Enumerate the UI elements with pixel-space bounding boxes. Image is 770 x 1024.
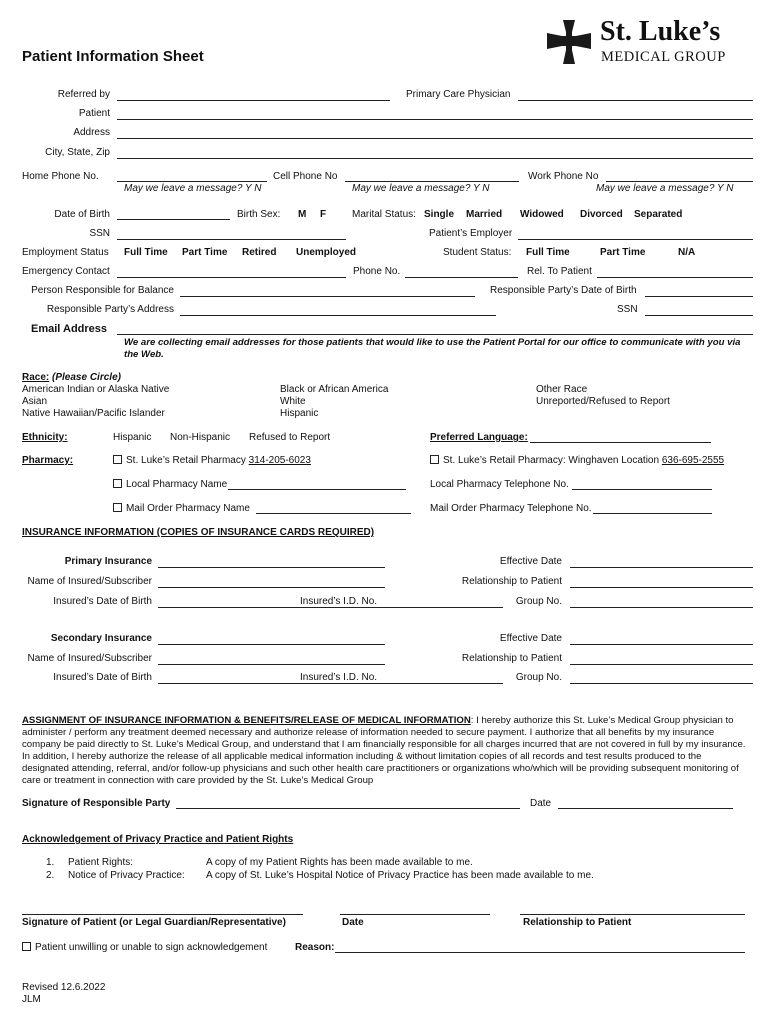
pharmacy-local-phone-label: Local Pharmacy Telephone No. xyxy=(430,479,569,490)
resp-dob-label: Responsible Party’s Date of Birth xyxy=(490,285,637,296)
preferred-language-field[interactable] xyxy=(530,442,711,443)
checkbox-icon[interactable] xyxy=(22,942,31,951)
cell-message-question: May we leave a message? Y N xyxy=(352,183,490,194)
patient-signature-field[interactable] xyxy=(22,914,303,915)
secondary-relationship-label: Relationship to Patient xyxy=(461,653,562,664)
cell-phone-field[interactable] xyxy=(345,181,519,182)
logo xyxy=(545,18,745,68)
secondary-relationship-field[interactable] xyxy=(570,664,753,665)
cell-phone-label: Cell Phone No xyxy=(273,171,338,182)
email-note: We are collecting email addresses for those patients that would like to use the Patient Portal for our office to communicate with you via the Web. xyxy=(124,337,741,360)
pharmacy-mail-field[interactable] xyxy=(256,513,411,514)
address-field[interactable] xyxy=(117,138,753,139)
primary-group-field[interactable] xyxy=(570,607,753,608)
address-label: Address xyxy=(73,127,110,138)
ethnicity-non-hispanic-option[interactable]: Non-Hispanic xyxy=(170,432,231,443)
revised-date: Revised 12.6.2022 xyxy=(22,982,106,993)
rel-to-patient-label: Rel. To Patient xyxy=(527,266,592,277)
pharmacy-retail-option[interactable] xyxy=(113,455,311,467)
patient-label: Patient xyxy=(78,108,110,119)
race-option[interactable]: White xyxy=(280,396,306,407)
birth-sex-label: Birth Sex: xyxy=(237,209,281,220)
employment-part-time-option[interactable]: Part Time xyxy=(182,247,228,258)
work-phone-label: Work Phone No xyxy=(528,171,599,182)
student-na-option[interactable]: N/A xyxy=(678,247,696,258)
employment-status-label: Employment Status xyxy=(22,247,109,258)
secondary-insurance-field[interactable] xyxy=(158,644,385,645)
secondary-insured-name-label: Name of Insured/Subscriber xyxy=(27,653,152,664)
patient-signature-label: Signature of Patient (or Legal Guardian/Representative) xyxy=(22,917,286,928)
primary-insured-dob-label: Insured’s Date of Birth xyxy=(53,596,152,607)
assignment-paragraph xyxy=(22,715,748,787)
ack-item-label: Notice of Privacy Practice: xyxy=(68,870,185,881)
ethnicity-label: Ethnicity: xyxy=(22,432,68,443)
dob-field[interactable] xyxy=(117,219,230,220)
ack-item-number: 1. xyxy=(46,857,55,868)
emergency-contact-field[interactable] xyxy=(117,277,346,278)
primary-insurance-label: Primary Insurance xyxy=(64,556,152,567)
secondary-effective-field[interactable] xyxy=(570,644,753,645)
unwilling-option[interactable] xyxy=(22,942,267,954)
email-label: Email Address xyxy=(31,323,108,335)
referred-by-field[interactable] xyxy=(117,100,390,101)
home-phone-field[interactable] xyxy=(117,181,267,182)
marital-status-label: Marital Status: xyxy=(352,209,416,220)
race-option[interactable]: Native Hawaiian/Pacific Islander xyxy=(22,408,165,419)
secondary-insured-id-label: Insured’s I.D. No. xyxy=(300,672,378,683)
race-heading xyxy=(22,372,121,384)
preferred-language-label: Preferred Language: xyxy=(430,432,528,443)
pcp-label: Primary Care Physician xyxy=(406,89,511,100)
home-phone-label: Home Phone No. xyxy=(22,171,99,182)
ethnicity-refused-option[interactable]: Refused to Report xyxy=(249,432,331,443)
patient-date-field[interactable] xyxy=(340,914,490,915)
employer-field[interactable] xyxy=(518,239,753,240)
primary-insurance-field[interactable] xyxy=(158,567,385,568)
primary-relationship-field[interactable] xyxy=(570,587,753,588)
pharmacy-mail-option[interactable] xyxy=(113,503,250,515)
race-option[interactable]: Hispanic xyxy=(280,408,319,419)
emergency-phone-field[interactable] xyxy=(405,277,518,278)
secondary-group-label: Group No. xyxy=(515,672,562,683)
assignment-body: : I hereby authorize this St. Luke’s Medical Group physician to administer / perform any treatment deemed necessary and authorize release of information needed to secure payment. I authorize that all benefits by my insurance company be paid directly to St. Luke’s Medical Group, and understand that I am financially responsible for all charges incurred that are not covered in full by my insurance. In addition, I hereby authorize the release of all applicable medical information including & without limitation copies of all records and test results produced to the designated attending, referral, and/or follow-up physicians and such other health care practitioners or organizations who/which will be providing subsequent monitoring of care or treatment in connection with care provided by the St. Luke’s Medical Group xyxy=(22,715,746,786)
race-option[interactable]: Unreported/Refused to Report xyxy=(536,396,670,407)
primary-insured-name-field[interactable] xyxy=(158,587,385,588)
race-instruction: (Please Circle) xyxy=(52,372,121,383)
emergency-contact-label: Emergency Contact xyxy=(22,266,110,277)
sex-m-option[interactable]: M xyxy=(298,209,307,220)
pharmacy-mail-phone-label: Mail Order Pharmacy Telephone No. xyxy=(430,503,592,514)
page-title: Patient Information Sheet xyxy=(22,48,204,65)
marital-single-option[interactable]: Single xyxy=(424,209,455,220)
pharmacy-winghaven-option[interactable] xyxy=(430,455,724,467)
pharmacy-retail-phone: 314-205-6023 xyxy=(248,455,311,466)
revised-initials: JLM xyxy=(22,994,41,1005)
employment-retired-option[interactable]: Retired xyxy=(242,247,277,258)
resp-dob-field[interactable] xyxy=(645,296,753,297)
pharmacy-mail-label: Mail Order Pharmacy Name xyxy=(126,503,250,514)
emergency-phone-label: Phone No. xyxy=(353,266,401,277)
checkbox-icon[interactable] xyxy=(113,503,122,512)
responsible-signature-field[interactable] xyxy=(176,808,520,809)
pharmacy-label: Pharmacy: xyxy=(22,455,74,466)
primary-insured-name-label: Name of Insured/Subscriber xyxy=(27,576,152,587)
logo-name: St. Luke’s xyxy=(600,16,721,47)
employment-unemployed-option[interactable]: Unemployed xyxy=(296,247,357,258)
primary-effective-label: Effective Date xyxy=(499,556,562,567)
sex-f-option[interactable]: F xyxy=(320,209,327,220)
pharmacy-local-phone-field[interactable] xyxy=(572,489,712,490)
race-option[interactable]: Asian xyxy=(22,396,48,407)
employment-full-time-option[interactable]: Full Time xyxy=(124,247,168,258)
marital-divorced-option[interactable]: Divorced xyxy=(580,209,623,220)
rel-to-patient-field[interactable] xyxy=(597,277,753,278)
work-phone-field[interactable] xyxy=(606,181,753,182)
work-message-question: May we leave a message? Y N xyxy=(596,183,734,194)
primary-insured-id-label: Insured’s I.D. No. xyxy=(300,596,378,607)
referred-by-label: Referred by xyxy=(57,89,110,100)
unwilling-label: Patient unwilling or unable to sign acknowledgement xyxy=(35,942,268,953)
dob-label: Date of Birth xyxy=(54,209,110,220)
pharmacy-local-field[interactable] xyxy=(228,489,406,490)
marital-widowed-option[interactable]: Widowed xyxy=(520,209,564,220)
resp-balance-label: Person Responsible for Balance xyxy=(31,285,174,296)
secondary-insurance-label: Secondary Insurance xyxy=(50,633,152,644)
ssn-field[interactable] xyxy=(117,239,346,240)
ack-item-label: Patient Rights: xyxy=(68,857,134,868)
responsible-date-label: Date xyxy=(530,798,552,809)
insurance-heading: INSURANCE INFORMATION (COPIES OF INSURANCE CARDS REQUIRED) xyxy=(22,527,375,538)
pharmacy-winghaven-label: St. Luke’s Retail Pharmacy: Winghaven Location xyxy=(443,455,660,466)
checkbox-icon[interactable] xyxy=(430,455,439,464)
reason-label: Reason: xyxy=(295,942,335,953)
resp-address-field[interactable] xyxy=(180,315,496,316)
city-field[interactable] xyxy=(117,158,753,159)
primary-relationship-label: Relationship to Patient xyxy=(461,576,562,587)
resp-address-label: Responsible Party’s Address xyxy=(46,304,174,315)
secondary-effective-label: Effective Date xyxy=(499,633,562,644)
race-option[interactable]: American Indian or Alaska Native xyxy=(22,384,170,395)
city-label: City, State, Zip xyxy=(45,147,110,158)
ethnicity-hispanic-option[interactable]: Hispanic xyxy=(113,432,152,443)
student-full-time-option[interactable]: Full Time xyxy=(526,247,570,258)
race-option[interactable]: Black or African America xyxy=(280,384,389,395)
resp-ssn-label: SSN xyxy=(617,304,638,315)
pharmacy-winghaven-phone: 636-695-2555 xyxy=(661,455,725,466)
responsible-date-field[interactable] xyxy=(558,808,733,809)
email-field[interactable] xyxy=(117,334,753,335)
ack-item-text: A copy of St. Luke’s Hospital Notice of Privacy Practice has been made available to me. xyxy=(206,870,594,881)
reason-text: Reason xyxy=(295,942,332,953)
patient-relationship-field[interactable] xyxy=(520,914,745,915)
secondary-insured-name-field[interactable] xyxy=(158,664,385,665)
race-label: Race: xyxy=(22,372,50,383)
marital-married-option[interactable]: Married xyxy=(466,209,503,220)
resp-balance-field[interactable] xyxy=(180,296,475,297)
pharmacy-mail-phone-field[interactable] xyxy=(593,513,712,514)
secondary-group-field[interactable] xyxy=(570,683,753,684)
home-message-question: May we leave a message? Y N xyxy=(124,183,262,194)
employer-label: Patient’s Employer xyxy=(429,228,513,239)
marital-separated-option[interactable]: Separated xyxy=(634,209,683,220)
assignment-heading: ASSIGNMENT OF INSURANCE INFORMATION & BENEFITS/RELEASE OF MEDICAL INFORMATION xyxy=(22,715,471,726)
patient-field[interactable] xyxy=(117,119,753,120)
resp-ssn-field[interactable] xyxy=(645,315,753,316)
pcp-field[interactable] xyxy=(518,100,753,101)
ack-item-number: 2. xyxy=(46,870,55,881)
ack-item-text: A copy of my Patient Rights has been made available to me. xyxy=(206,857,473,868)
patient-date-label: Date xyxy=(342,917,364,928)
student-part-time-option[interactable]: Part Time xyxy=(600,247,646,258)
acknowledgement-heading: Acknowledgement of Privacy Practice and Patient Rights xyxy=(22,834,294,845)
checkbox-icon[interactable] xyxy=(113,479,122,488)
responsible-signature-label: Signature of Responsible Party xyxy=(22,798,171,809)
ssn-label: SSN xyxy=(89,228,110,239)
pharmacy-local-label: Local Pharmacy Name xyxy=(126,479,228,490)
pharmacy-retail-label: St. Luke’s Retail Pharmacy xyxy=(126,455,246,466)
patient-relationship-label: Relationship to Patient xyxy=(523,917,632,928)
primary-group-label: Group No. xyxy=(515,596,562,607)
cross-icon xyxy=(545,18,593,66)
logo-subtitle: MEDICAL GROUP xyxy=(601,49,726,65)
checkbox-icon[interactable] xyxy=(113,455,122,464)
race-option[interactable]: Other Race xyxy=(536,384,588,395)
pharmacy-local-option[interactable] xyxy=(113,479,227,491)
student-status-label: Student Status: xyxy=(443,247,512,258)
primary-effective-field[interactable] xyxy=(570,567,753,568)
reason-field[interactable] xyxy=(335,952,745,953)
secondary-insured-dob-label: Insured’s Date of Birth xyxy=(53,672,152,683)
